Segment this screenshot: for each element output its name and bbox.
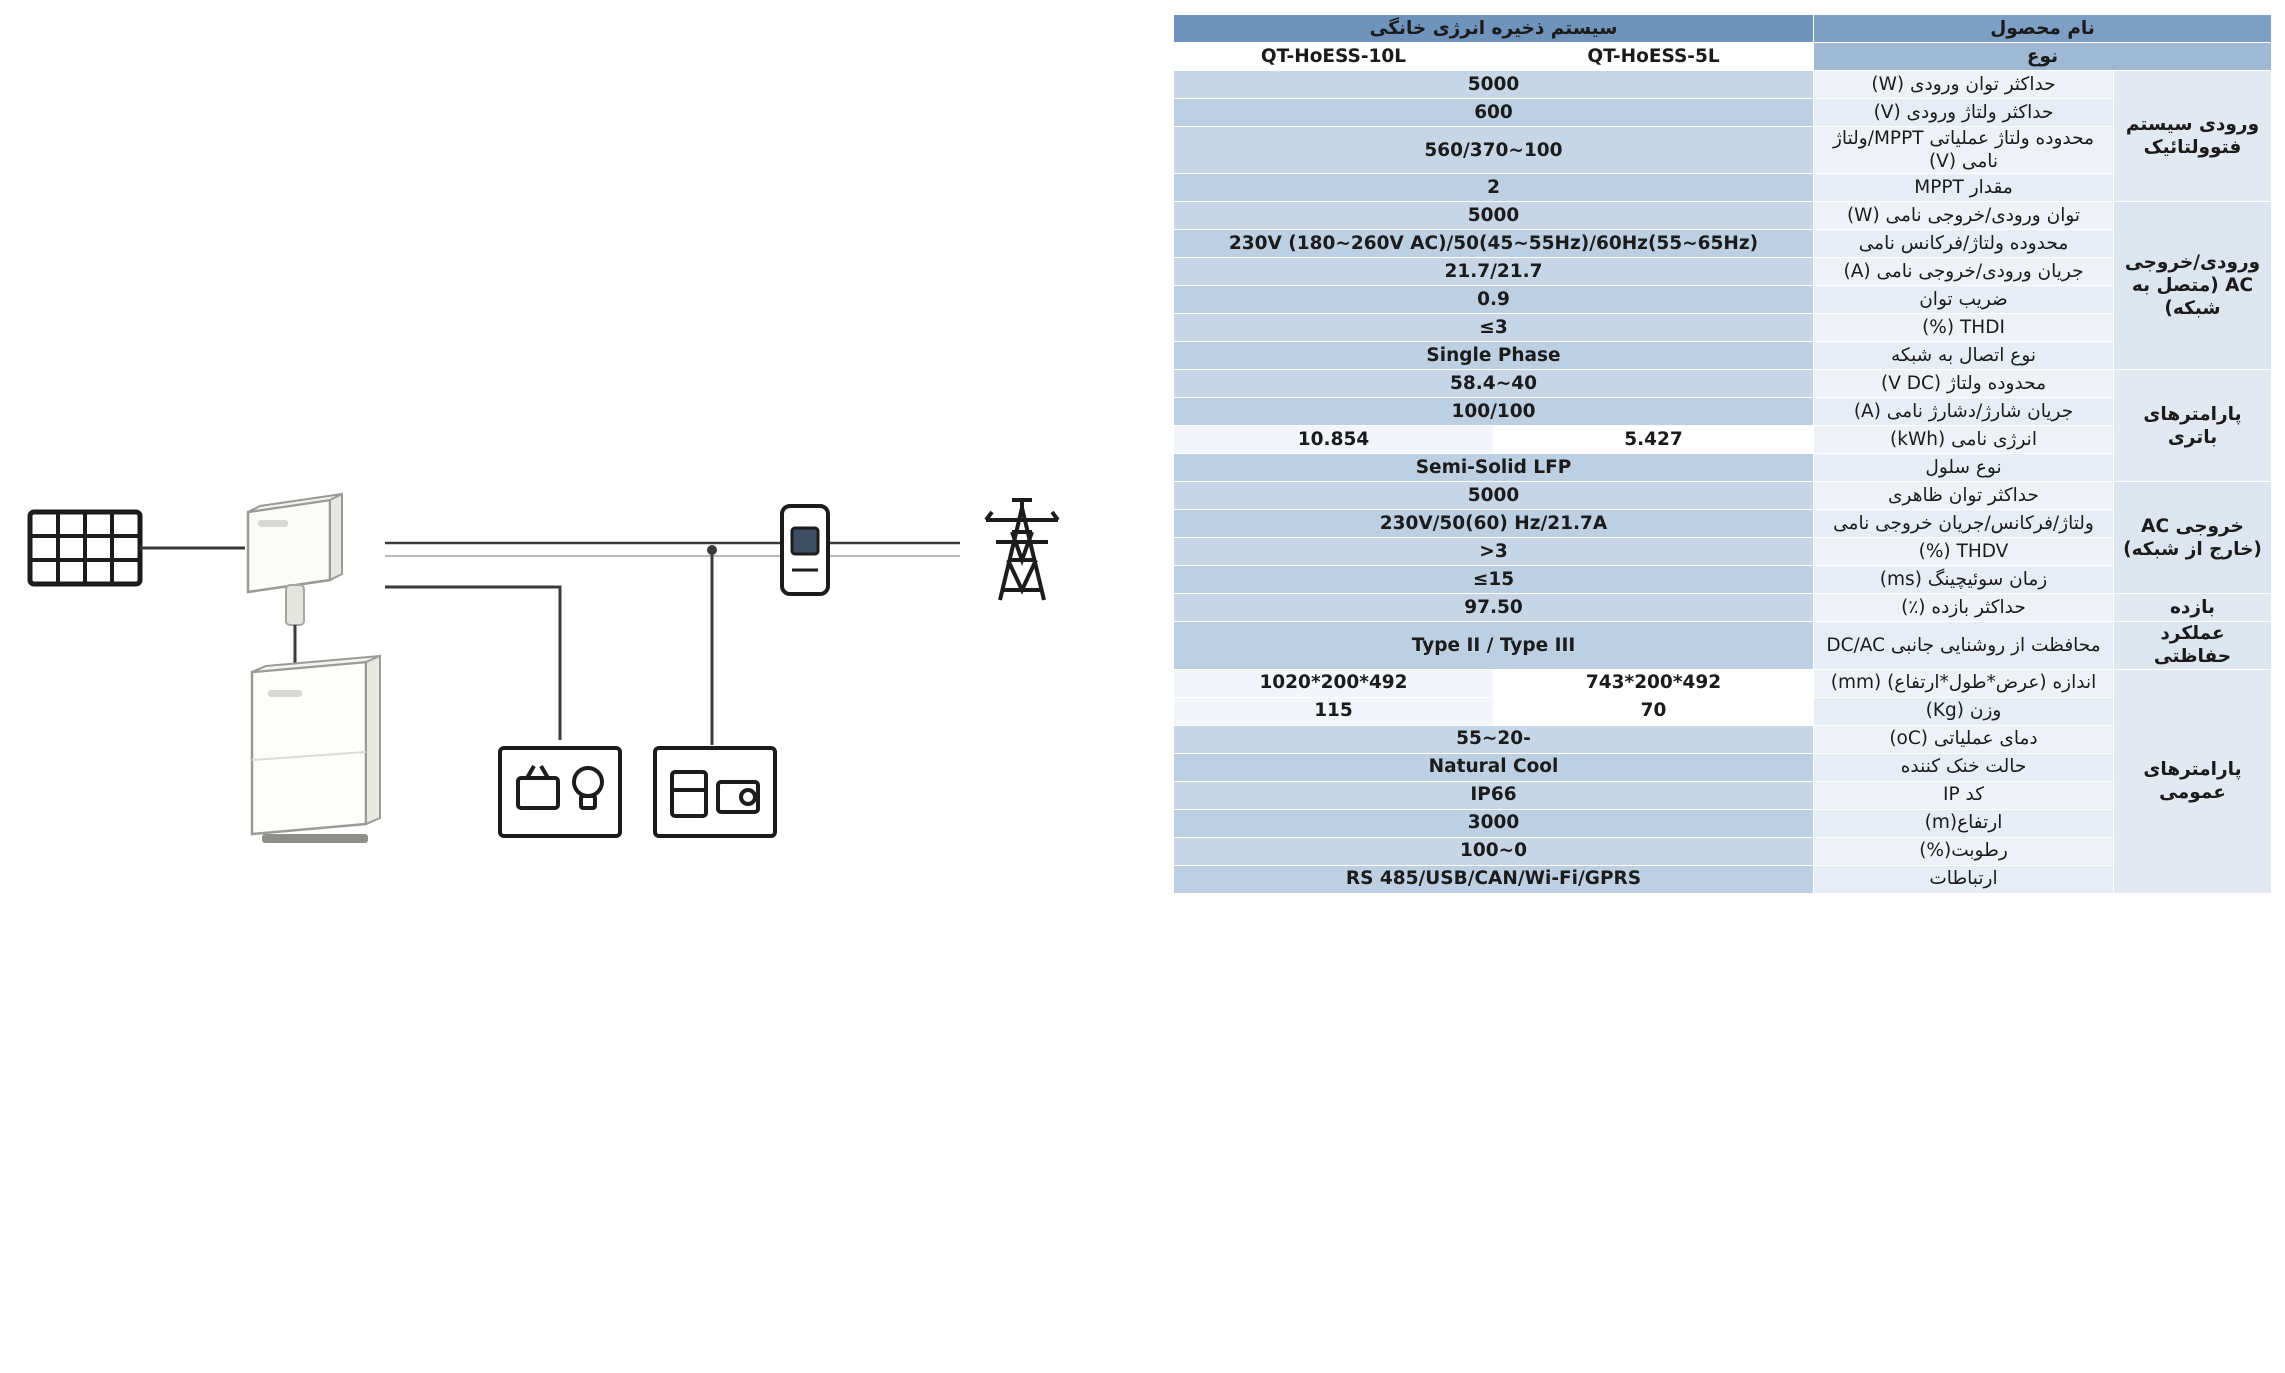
- param-value: 100~560/370: [1174, 127, 1814, 174]
- param-value: 3<: [1174, 538, 1814, 566]
- param-value: 0~100: [1174, 837, 1814, 865]
- table-row: [1174, 258, 2272, 286]
- group-label-efficiency: بازده: [2114, 594, 2272, 622]
- param-label: ارتفاع(m): [1814, 809, 2114, 837]
- param-value: 5000: [1174, 482, 1814, 510]
- param-label: حداکثر ولتاژ ورودی (V): [1814, 99, 2114, 127]
- param-label: انرژی نامی (kWh): [1814, 426, 2114, 454]
- table-row: [1174, 71, 2272, 99]
- table-row: [1174, 510, 2272, 538]
- param-value: 230V/50(60) Hz/21.7A: [1174, 510, 1814, 538]
- param-value: 230V (180~260V AC)/50(45~55Hz)/60Hz(55~65Hz): [1174, 230, 1814, 258]
- param-value: RS 485/USB/CAN/Wi-Fi/GPRS: [1174, 865, 1814, 893]
- param-label: محدوده ولتاژ عملیاتی MPPT/ولتاژ نامی (V): [1814, 127, 2114, 174]
- param-label: مقدار MPPT: [1814, 174, 2114, 202]
- product-name-value: سیستم ذخیره انرژی خانگی: [1174, 15, 1814, 43]
- param-label: ارتباطات: [1814, 865, 2114, 893]
- product-name-label: نام محصول: [1814, 15, 2272, 43]
- param-value: 5000: [1174, 202, 1814, 230]
- param-value: 5000: [1174, 71, 1814, 99]
- param-label: اندازه (عرض*طول*ارتفاع) (mm): [1814, 669, 2114, 697]
- table-row: [1174, 697, 2272, 725]
- table-row: [1174, 482, 2272, 510]
- param-value: Natural Cool: [1174, 753, 1814, 781]
- table-row: [1174, 865, 2272, 893]
- param-label: حداکثر توان ظاهری: [1814, 482, 2114, 510]
- param-value: 3≥: [1174, 314, 1814, 342]
- table-row: [1174, 594, 2272, 622]
- table-row: [1174, 202, 2272, 230]
- appliance-loads-icon: [655, 748, 775, 836]
- param-label: محافظت از روشنایی جانبی DC/AC: [1814, 622, 2114, 669]
- meter-icon: [782, 506, 828, 594]
- param-value: IP66: [1174, 781, 1814, 809]
- group-label-pv-input: ورودی سیستم فتوولتائیک: [2114, 71, 2272, 202]
- param-value: 100/100: [1174, 398, 1814, 426]
- param-value: 40~58.4: [1174, 370, 1814, 398]
- param-value: 97.50: [1174, 594, 1814, 622]
- param-value: Semi-Solid LFP: [1174, 454, 1814, 482]
- inverter-icon: [248, 494, 342, 625]
- param-value: 15≥: [1174, 566, 1814, 594]
- param-value: Type II / Type III: [1174, 622, 1814, 669]
- param-value: 2: [1174, 174, 1814, 202]
- param-label: حداکثر توان ورودی (W): [1814, 71, 2114, 99]
- grid-tower-icon: [986, 500, 1058, 600]
- group-label-battery: پارامترهای باتری: [2114, 370, 2272, 482]
- param-label: THDI (%): [1814, 314, 2114, 342]
- table-row: [1174, 753, 2272, 781]
- table-row: [1174, 99, 2272, 127]
- table-row: [1174, 809, 2272, 837]
- table-row: [1174, 781, 2272, 809]
- param-value: 600: [1174, 99, 1814, 127]
- param-label: نوع سلول: [1814, 454, 2114, 482]
- table-row: [1174, 342, 2272, 370]
- table-row: [1174, 566, 2272, 594]
- param-label: ضریب توان: [1814, 286, 2114, 314]
- param-label: ولتاژ/فرکانس/جریان خروجی نامی: [1814, 510, 2114, 538]
- table-row: [1174, 314, 2272, 342]
- table-row: [1174, 725, 2272, 753]
- type-label: نوع: [1814, 43, 2272, 71]
- spec-table-container: [1172, 14, 2272, 894]
- group-label-ac-grid: ورودی/خروجی AC (متصل به شبکه): [2114, 202, 2272, 370]
- param-label: رطوبت(%): [1814, 837, 2114, 865]
- table-row: [1174, 622, 2272, 669]
- param-value-model-2: 115: [1174, 697, 1494, 725]
- param-label: توان ورودی/خروجی نامی (W): [1814, 202, 2114, 230]
- table-header-row-product: [1174, 15, 2272, 43]
- param-label: نوع اتصال به شبکه: [1814, 342, 2114, 370]
- group-label-protection: عملکرد حفاظتی: [2114, 622, 2272, 669]
- param-value: -20~55: [1174, 725, 1814, 753]
- table-row: [1174, 174, 2272, 202]
- table-row: [1174, 669, 2272, 697]
- table-row: [1174, 837, 2272, 865]
- param-value: 21.7/21.7: [1174, 258, 1814, 286]
- param-value-model-2: 492*200*1020: [1174, 669, 1494, 697]
- param-label: جریان شارژ/دشارژ نامی (A): [1814, 398, 2114, 426]
- param-label: وزن (Kg): [1814, 697, 2114, 725]
- param-label: جریان ورودی/خروجی نامی (A): [1814, 258, 2114, 286]
- param-value-model-2: 10.854: [1174, 426, 1494, 454]
- param-label: محدوده ولتاژ (V DC): [1814, 370, 2114, 398]
- home-loads-icon: [500, 748, 620, 836]
- table-row: [1174, 454, 2272, 482]
- model-1: QT-HoESS-5L: [1494, 43, 1814, 71]
- table-row: [1174, 286, 2272, 314]
- param-label: کد IP: [1814, 781, 2114, 809]
- param-label: دمای عملیاتی (oC): [1814, 725, 2114, 753]
- table-row: [1174, 538, 2272, 566]
- table-row: [1174, 230, 2272, 258]
- param-label: حداکثر بازده (٪): [1814, 594, 2114, 622]
- param-label: حالت خنک کننده: [1814, 753, 2114, 781]
- solar-panel-icon: [30, 512, 140, 584]
- table-row: [1174, 426, 2272, 454]
- param-value: 0.9: [1174, 286, 1814, 314]
- group-label-general: پارامترهای عمومی: [2114, 669, 2272, 893]
- param-value-model-1: 70: [1494, 697, 1814, 725]
- param-value: Single Phase: [1174, 342, 1814, 370]
- table-row: [1174, 398, 2272, 426]
- spec-table-body: [1174, 15, 2272, 894]
- param-label: زمان سوئیچینگ (ms): [1814, 566, 2114, 594]
- battery-icon: [252, 656, 380, 843]
- param-label: محدوده ولتاژ/فرکانس نامی: [1814, 230, 2114, 258]
- model-2: QT-HoESS-10L: [1174, 43, 1494, 71]
- group-label-ac-offgrid: خروجی AC (خارج از شبکه): [2114, 482, 2272, 594]
- param-value-model-1: 492*200*743: [1494, 669, 1814, 697]
- param-label: THDV (%): [1814, 538, 2114, 566]
- table-row: [1174, 127, 2272, 174]
- specification-table: [1173, 14, 2272, 894]
- table-row: [1174, 370, 2272, 398]
- param-value-model-1: 5.427: [1494, 426, 1814, 454]
- param-value: 3000: [1174, 809, 1814, 837]
- table-header-row-type: [1174, 43, 2272, 71]
